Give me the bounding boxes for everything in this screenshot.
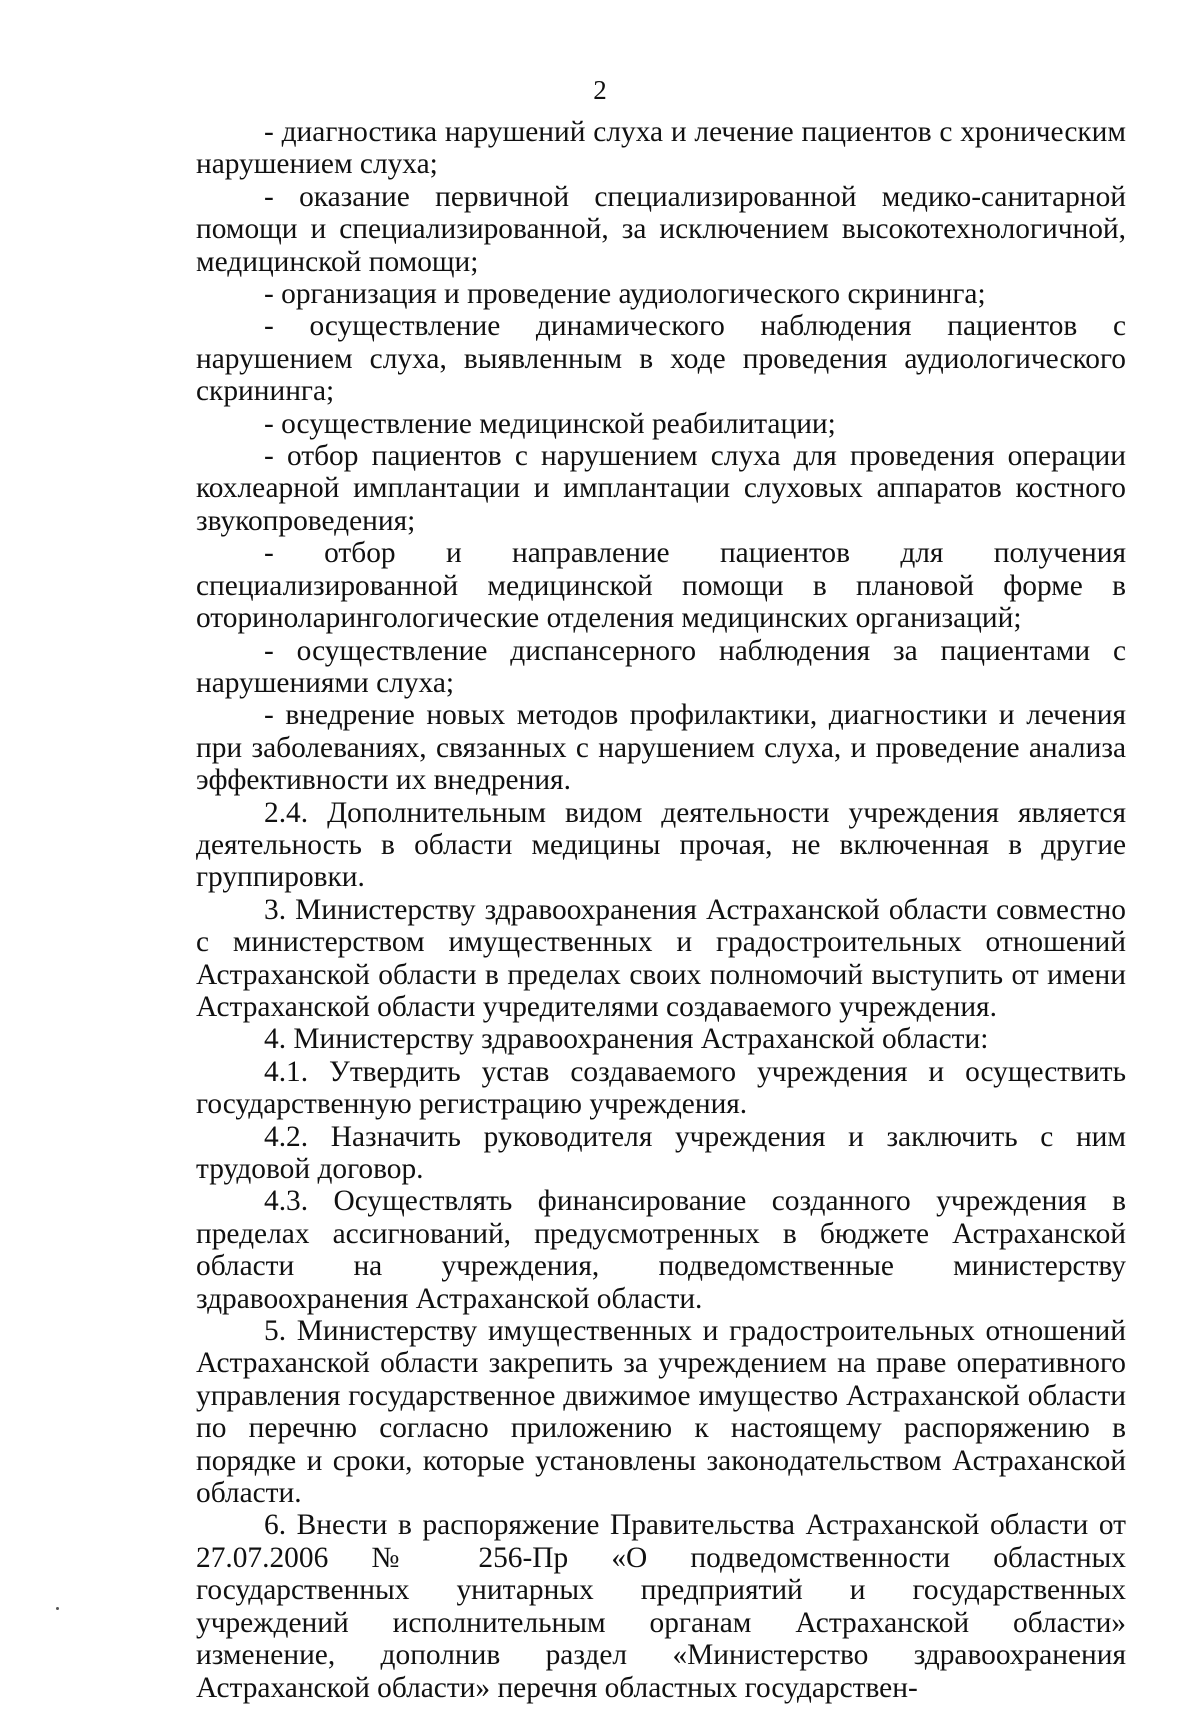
paragraph-referral: - отбор и направление пациентов для получения специализированной медицинской помощи в плановой форме в оториноларингологические отделения медицинских организаций; <box>196 537 1126 635</box>
paragraph-4-1: 4.1. Утвердить устав создаваемого учреждения и осуществить государственную регистрацию учреждения. <box>196 1055 1126 1121</box>
paragraph-implant-selection: - отбор пациентов с нарушением слуха для проведения операции кохлеарной имплантации и имплантации слуховых аппаратов костного звукопроведения; <box>196 440 1126 537</box>
paragraph-rehabilitation: - осуществление медицинской реабилитации; <box>264 407 836 440</box>
page-number: 2 <box>593 75 607 105</box>
paragraph-4-2: 4.2. Назначить руководителя учреждения и заключить с ним трудовой договор. <box>196 1120 1126 1185</box>
paragraph-specialized-care: - оказание первичной специализированной медико-санитарной помощи и специализированной, за исключением высокотехнологичной, медицинской помощи; <box>196 180 1126 278</box>
paragraph-4: 4. Министерству здравоохранения Астраханской области: <box>264 1023 989 1056</box>
paragraph-5: 5. Министерству имущественных и градостроительных отношений Астраханской области закрепить за учреждением на праве оперативного управления государственное движимое имущество Астраханской области по перечню согласно приложению к настоящему распоряжению в порядке и сроки, которые установлены законодательством Астраханской области. <box>196 1315 1126 1510</box>
paragraph-new-methods: - внедрение новых методов профилактики, диагностики и лечения при заболеваниях, связанных с нарушением слуха, и проведение анализа эффективности их внедрения. <box>196 699 1126 797</box>
paragraph-6: 6. Внести в распоряжение Правительства Астраханской области от 27.07.2006 № 256-Пр «О подведомственности областных государственных унитарных предприятий и государственных учреждений исполнительным органам Астраханской области» изменение, дополнив раздел «Министерство здравоохранения Астраханской области» перечня областных государствен- <box>196 1509 1126 1704</box>
document-body <box>196 116 1126 1704</box>
paragraph-dynamic-observation: - осуществление динамического наблюдения пациентов с нарушением слуха, выявленным в ходе проведения аудиологического скрининга; <box>196 310 1126 408</box>
paragraph-3: 3. Министерству здравоохранения Астраханской области совместно с министерством имущественных и градостроительных отношений Астраханской области в пределах своих полномочий выступить от имени Астраханской области учредителями создаваемого учреждения. <box>196 893 1126 1023</box>
paragraph-audiological-screening: - организация и проведение аудиологического скрининга; <box>264 278 986 311</box>
paragraph-dispensary-observation: - осуществление диспансерного наблюдения за пациентами с нарушениями слуха; <box>196 634 1126 699</box>
paragraph-4-3: 4.3. Осуществлять финансирование созданного учреждения в пределах ассигнований, предусмотренных в бюджете Астраханской области на учреждения, подведомственные министерству здравоохранения Астраханской области. <box>196 1185 1126 1315</box>
paragraph-2-4: 2.4. Дополнительным видом деятельности учреждения является деятельность в области медицины прочая, не включенная в другие группировки. <box>196 796 1126 894</box>
scan-speck <box>56 1607 59 1610</box>
paragraph-hearing-diagnostics: - диагностика нарушений слуха и лечение пациентов с хроническим нарушением слуха; <box>196 116 1126 181</box>
